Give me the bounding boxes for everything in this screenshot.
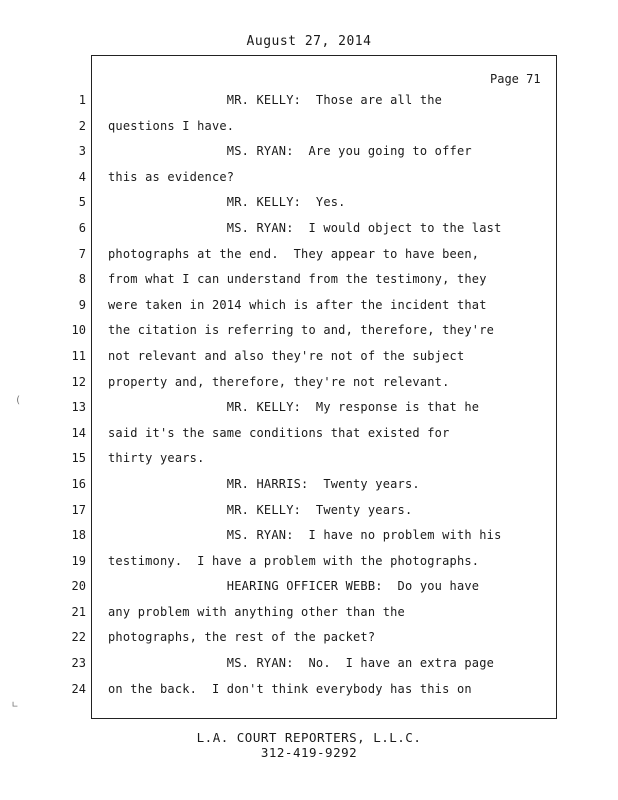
scan-mark: ( [15,395,22,406]
line-number: 6 [78,220,86,235]
line-number: 23 [71,656,86,671]
footer-company: L.A. COURT REPORTERS, L.L.C. [196,730,422,745]
transcript-line: MS. RYAN: I have no problem with his [108,528,502,543]
scan-mark: ∟ [12,700,19,711]
line-number: 11 [71,348,86,363]
transcript-line: HEARING OFFICER WEBB: Do you have [108,579,480,594]
transcript-line: not relevant and also they're not of the subject [108,348,465,363]
transcript-line: said it's the same conditions that existed for [108,425,450,440]
footer [0,730,618,760]
transcript-line: testimony. I have a problem with the photographs. [108,553,480,568]
line-number: 17 [71,502,86,517]
line-number: 22 [71,630,86,645]
transcript-line: MR. KELLY: Yes. [108,195,346,210]
transcript-text [108,92,548,706]
transcript-line: property and, therefore, they're not relevant. [108,374,450,389]
line-number: 16 [71,476,86,491]
line-number: 5 [78,195,86,210]
transcript-line: MS. RYAN: Are you going to offer [108,144,472,159]
line-number: 19 [71,553,86,568]
line-number: 15 [71,451,86,466]
transcript-line: photographs, the rest of the packet? [108,630,376,645]
transcript-line: any problem with anything other than the [108,604,405,619]
line-number: 8 [78,272,86,287]
line-number: 7 [78,246,86,261]
transcript-line: the citation is referring to and, therefore, they're [108,323,495,338]
line-number: 4 [78,169,86,184]
footer-phone: 312-419-9292 [260,745,358,760]
transcript-line: this as evidence? [108,169,235,184]
transcript-line: questions I have. [108,118,235,133]
line-number: 3 [78,144,86,159]
transcript-line: on the back. I don't think everybody has this on [108,681,472,696]
line-number: 1 [78,93,86,107]
page-number: Page 71 [490,72,541,86]
line-number: 12 [71,374,86,389]
line-number: 21 [71,604,86,619]
transcript-line: from what I can understand from the testimony, they [108,272,487,287]
line-number: 13 [71,400,86,415]
line-number: 18 [71,528,86,543]
transcript-line: thirty years. [108,451,205,466]
transcript-line: MR. KELLY: Twenty years. [108,502,413,517]
line-number: 14 [71,425,86,440]
transcript-line: MS. RYAN: I would object to the last [108,220,502,235]
transcript-line: MR. HARRIS: Twenty years. [108,476,420,491]
transcript-line: photographs at the end. They appear to have been, [108,246,480,261]
line-number: 20 [71,579,86,594]
line-number-column [62,92,86,706]
line-number: 10 [71,323,86,338]
transcript-line: MR. KELLY: My response is that he [108,400,480,415]
line-number: 24 [71,681,86,696]
transcript-line: were taken in 2014 which is after the incident that [108,297,487,312]
transcript-line: MR. KELLY: Those are all the [108,93,443,107]
header-date: August 27, 2014 [246,34,372,49]
line-number: 2 [78,118,86,133]
line-number: 9 [78,297,86,312]
transcript-line: MS. RYAN: No. I have an extra page [108,656,495,671]
